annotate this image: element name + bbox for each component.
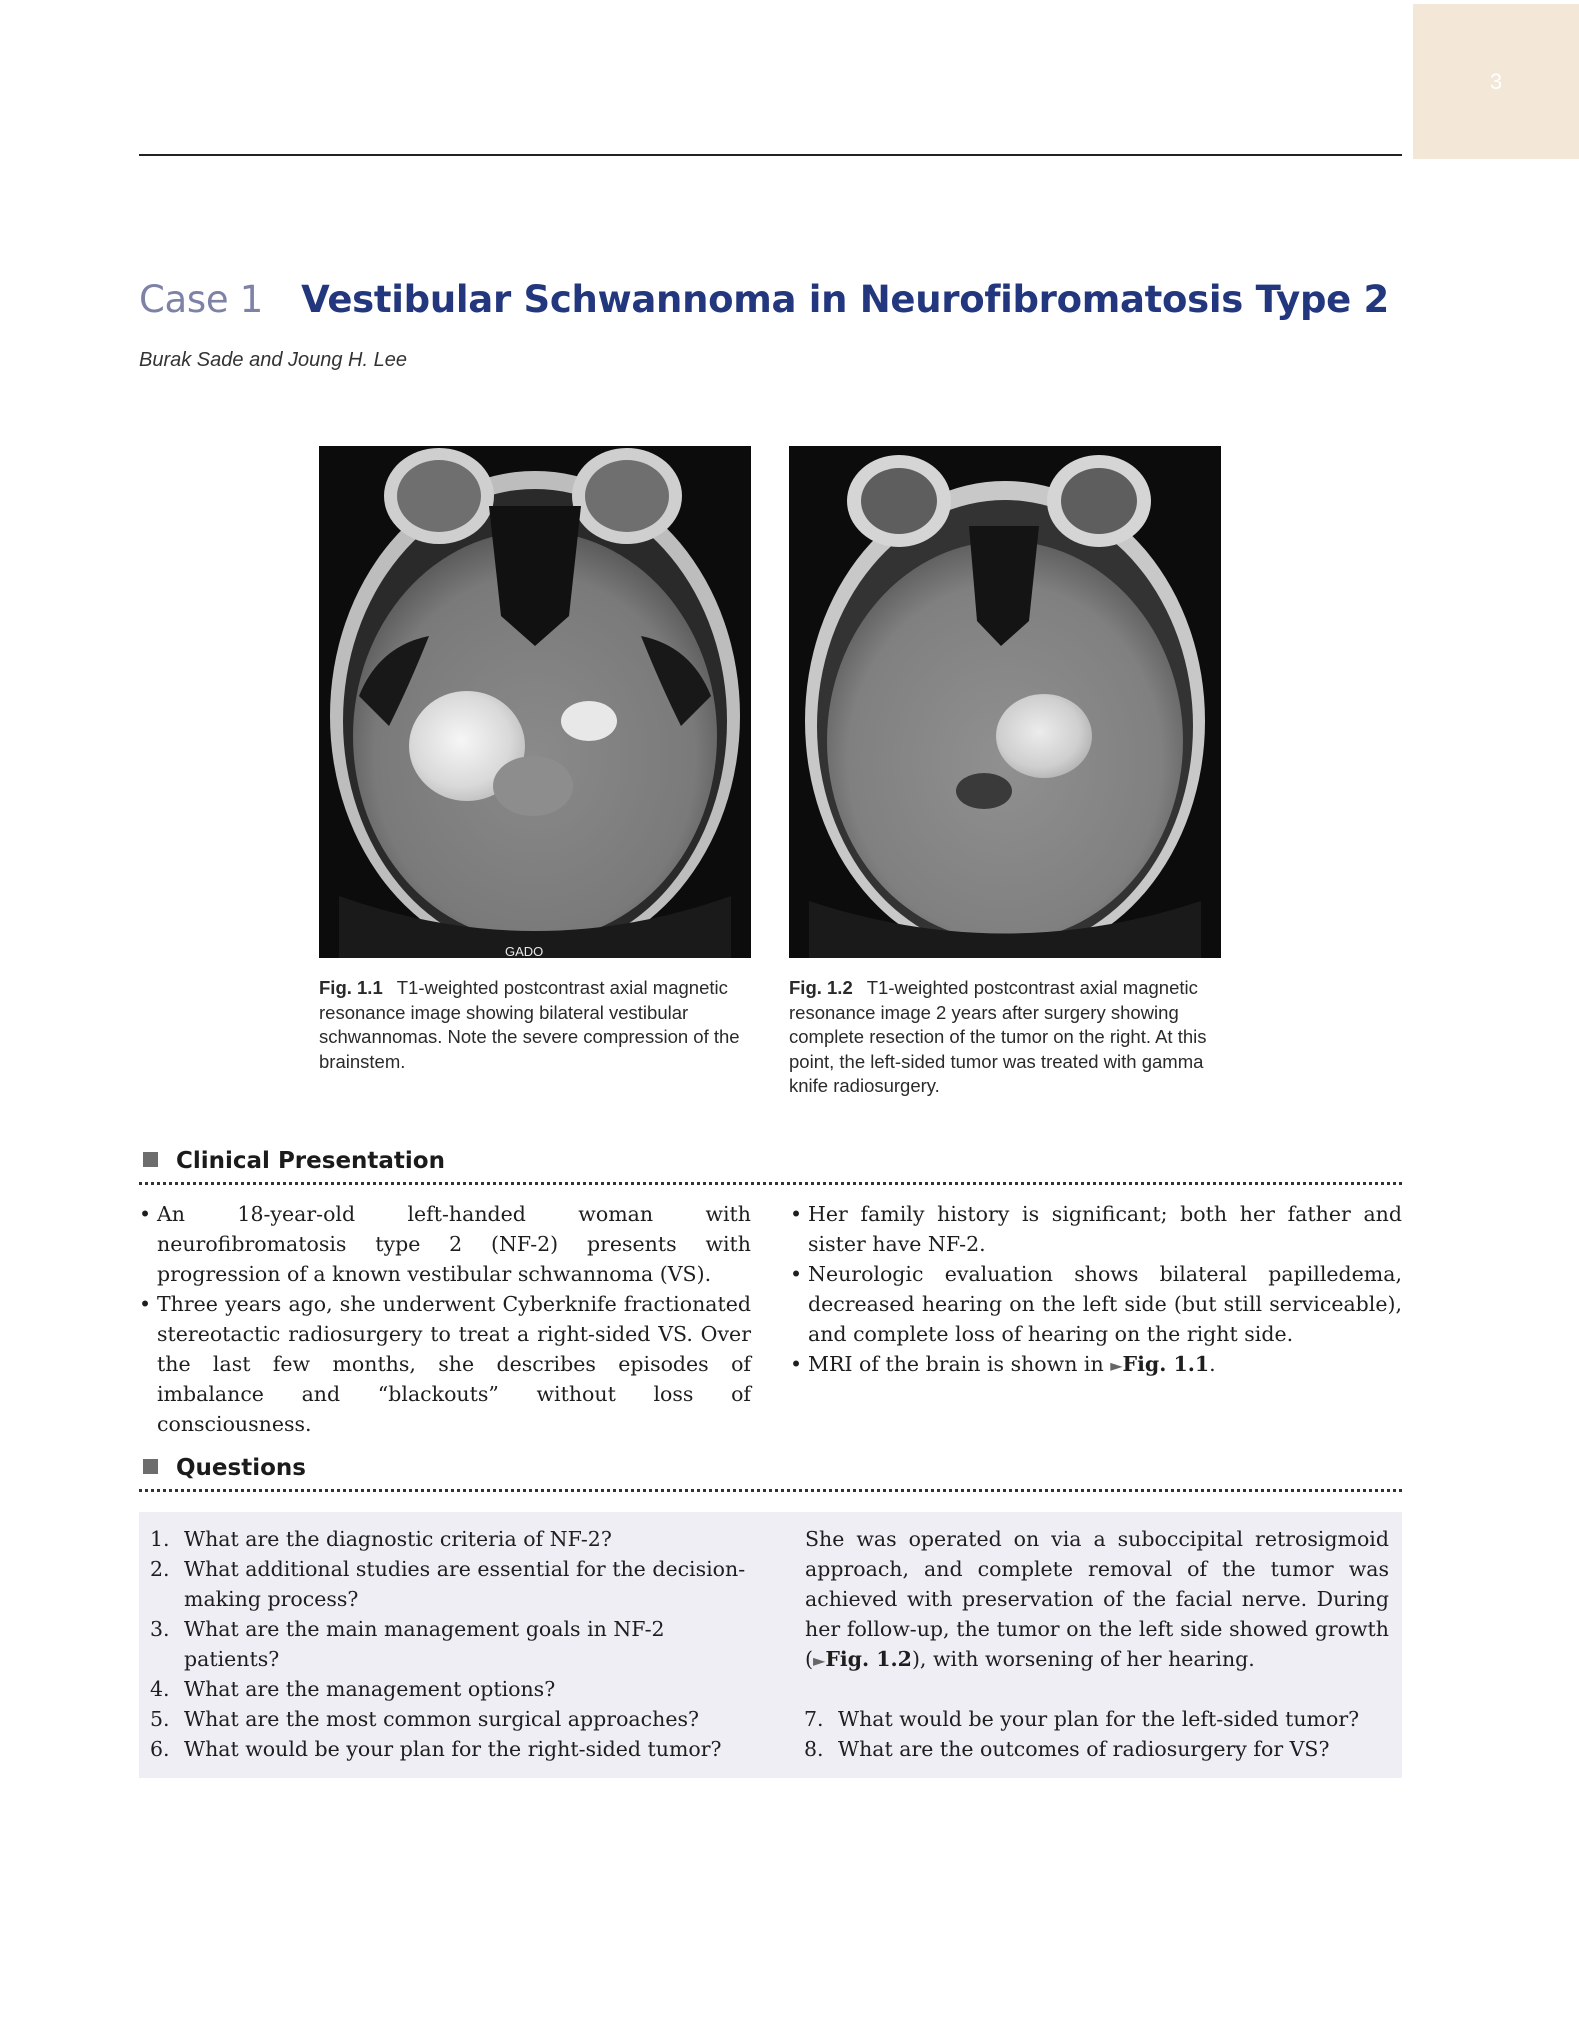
bullet-suffix: . (1209, 1352, 1216, 1376)
case-title (139, 278, 1402, 321)
question-number: 1. (150, 1527, 170, 1551)
paragraph-text: She was operated on via a suboccipital retrosigmoid approach, and complete removal of the tumor was achieved with preservation of the facial nerve. During her follow-up, the tumor on the left side showed growth ( (805, 1527, 1389, 1671)
mri-image-fig-1-2 (789, 446, 1221, 958)
question-item (804, 1704, 1394, 1734)
figure-reference-link[interactable]: Fig. 1.2 (825, 1647, 912, 1671)
question-text: What would be your plan for the left-sided tumor? (838, 1707, 1360, 1731)
figure-1-1 (319, 446, 751, 1074)
caption-text: T1-weighted postcontrast axial magnetic resonance image 2 years after surgery showing complete resection of the tumor on the right. At this point, the left-sided tumor was treated with gamma knife radiosurgery. (789, 977, 1207, 1096)
question-number: 5. (150, 1707, 170, 1731)
clinical-bullets-left (139, 1199, 751, 1439)
bullet-text: MRI of the brain is shown in (808, 1352, 1111, 1376)
figure-reference-link[interactable]: Fig. 1.1 (1122, 1352, 1210, 1376)
section-heading-questions (139, 1455, 1402, 1492)
image-overlay-text: GADO (505, 944, 544, 959)
figure-label: Fig. 1.2 (789, 977, 853, 998)
question-item (150, 1734, 750, 1764)
section-heading-text: Questions (176, 1455, 306, 1481)
question-text: What are the management options? (184, 1677, 556, 1701)
cross-reference-arrow-icon: ► (1110, 1356, 1123, 1375)
questions-list-right (804, 1704, 1394, 1764)
question-text: What are the diagnostic criteria of NF-2? (184, 1527, 612, 1551)
question-item (150, 1704, 750, 1734)
question-text: What additional studies are essential for the decision-making process? (184, 1557, 746, 1611)
question-text: What would be your plan for the right-sided tumor? (184, 1737, 722, 1761)
question-number: 8. (804, 1737, 824, 1761)
authors: Burak Sade and Joung H. Lee (139, 349, 407, 371)
question-number: 4. (150, 1677, 170, 1701)
question-text: What are the outcomes of radiosurgery for VS? (838, 1737, 1330, 1761)
question-number: 7. (804, 1707, 824, 1731)
question-item (150, 1674, 750, 1704)
figure-label: Fig. 1.1 (319, 977, 383, 998)
question-number: 2. (150, 1557, 170, 1581)
question-item (150, 1554, 750, 1614)
figure-caption-1-1 (319, 976, 751, 1074)
case-number: Case 1 (139, 278, 264, 321)
bullet-item: • Neurologic evaluation shows bilateral papilledema, decreased hearing on the left side (but still serviceable), and complete loss of hearing on the right side. (790, 1259, 1402, 1349)
paragraph-suffix: ), with worsening of her hearing. (911, 1647, 1255, 1671)
question-item (150, 1524, 750, 1554)
header-rule (139, 154, 1402, 156)
case-follow-up-paragraph (805, 1524, 1389, 1676)
case-title-text: Vestibular Schwannoma in Neurofibromatosis Type 2 (301, 278, 1389, 321)
section-heading-clinical-presentation (139, 1148, 1402, 1185)
question-text: What are the main management goals in NF-2 patients? (184, 1617, 665, 1671)
section-bullet-square-icon (143, 1152, 158, 1167)
page-number: 3 (1489, 68, 1503, 94)
bullet-item: • Her family history is significant; both her father and sister have NF-2. (790, 1199, 1402, 1259)
bullet-item: • Three years ago, she underwent Cyberknife fractionated stereotactic radiosurgery to treat a right-sided VS. Over the last few months, she describes episodes of imbalance and “blackouts” without loss of consciousness. (139, 1289, 751, 1439)
section-heading-text: Clinical Presentation (176, 1148, 445, 1174)
question-number: 6. (150, 1737, 170, 1761)
caption-text: T1-weighted postcontrast axial magnetic resonance image showing bilateral vestibular schwannomas. Note the severe compression of the brainstem. (319, 977, 740, 1072)
question-item (804, 1734, 1394, 1764)
figure-1-2 (789, 446, 1221, 1099)
mri-image-fig-1-1 (319, 446, 751, 958)
figure-caption-1-2 (789, 976, 1221, 1099)
section-bullet-square-icon (143, 1459, 158, 1474)
questions-list-left (150, 1524, 750, 1764)
question-number: 3. (150, 1617, 170, 1641)
question-text: What are the most common surgical approaches? (184, 1707, 699, 1731)
clinical-bullets-right (790, 1199, 1402, 1381)
bullet-item: • An 18-year-old left-handed woman with neurofibromatosis type 2 (NF-2) presents with progression of a known vestibular schwannoma (VS). (139, 1199, 751, 1289)
page-number-tab (1413, 4, 1579, 159)
bullet-item (790, 1349, 1402, 1381)
cross-reference-arrow-icon: ► (813, 1651, 826, 1670)
question-item (150, 1614, 750, 1674)
